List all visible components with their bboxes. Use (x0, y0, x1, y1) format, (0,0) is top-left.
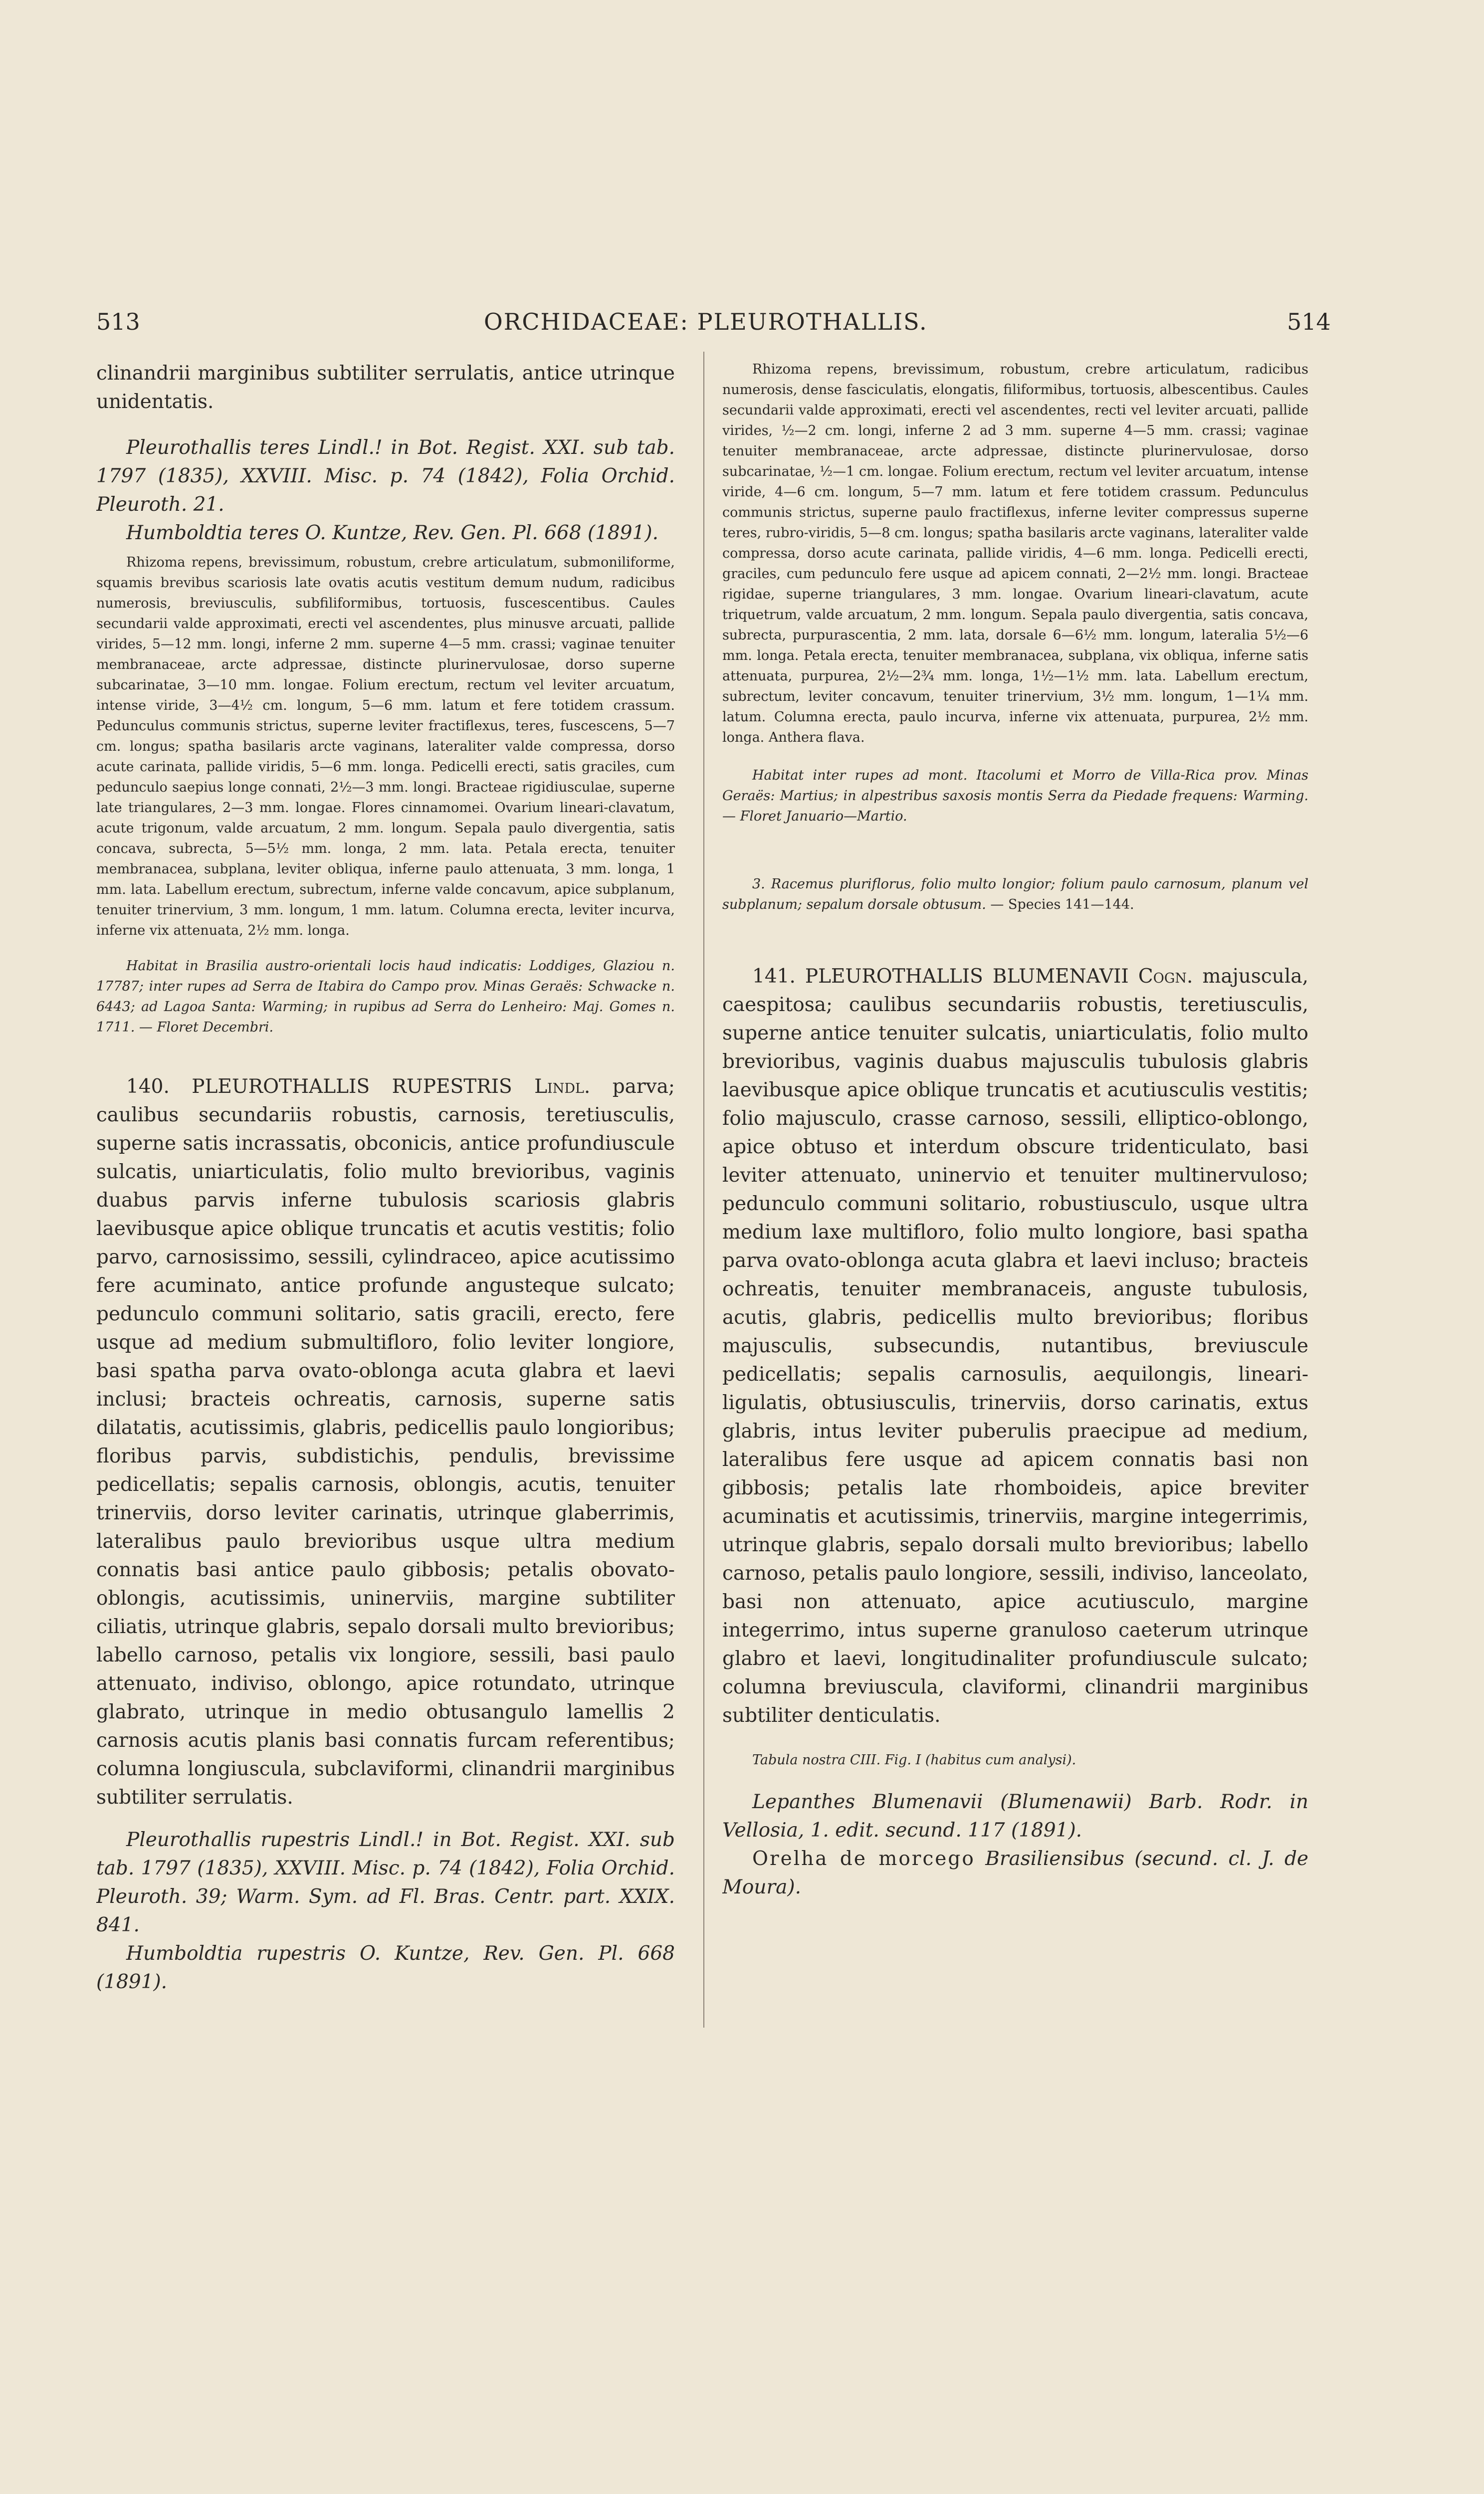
vernacular-name: Orelha de morcego Brasiliensibus (secund. cl. J. de Moura). (722, 1848, 1308, 1898)
species-140-heading: 140. PLEUROTHALLIS RUPESTRIS (126, 1075, 535, 1098)
right-column (722, 359, 1308, 2015)
species-141-author: Cogn. (1138, 965, 1193, 988)
key-section-3: 3. Racemus pluriflorus, folio multo longior; folium paulo carnosum, planum vel subplanum; sepalum dorsale obtusum. — Species 141—144. (722, 876, 1308, 912)
description-teres: Rhizoma repens, brevissimum, robustum, crebre articulatum, submoniliforme, squamis brevibus scariosis late ovatis acutis vestitum demum nudum, radicibus numerosis, breviusculis, subfiliformibus, tortuosis, fuscescentibus. Caules secundarii valde approximati, erecti vel ascendentes, plus minusve arcuati, pallide virides, 5—12 mm. longi, inferne 2 mm. superne 4—5 mm. crassi; vaginae tenuiter membranaceae, arcte adpressae, distincte plurinervulosae, dorso superne subcarinatae, 3—10 mm. longae. Folium erectum, rectum vel leviter arcuatum, intense viride, 3—4½ cm. longum, 5—6 mm. latum et fere totidem crassum. Pedunculus communis strictus, superne leviter fractiflexus, teres, fuscescens, 5—7 cm. longus; spatha basilaris arcte vaginans, lateraliter valde compressa, dorso acute carinata, pallide viridis, 5—6 mm. longa. Pedicelli erecti, satis graciles, cum pedunculo saepius longe connati, 2½—3 mm. longi. Bracteae rigidiusculae, superne late triangulares, 2—3 mm. longae. Flores cinnamomei. Ovarium lineari-clavatum, acute trigonum, valde arcuatum, 2 mm. longum. Sepala paulo divergentia, satis concava, subrecta, 5—5½ mm. longa, 2 mm. lata. Petala erecta, tenuiter membranacea, subplana, leviter obliqua, inferne paulo attenuata, 3 mm. longa, 1 mm. lata. Labellum erectum, subrectum, inferne valde concavum, apice subplanum, tenuiter trinervium, 3 mm. longum, 1 mm. latum. Columna erecta, leviter incurva, inferne vix attenuata, 2½ mm. longa. (96, 555, 675, 938)
species-140-author: Lindl. (534, 1075, 591, 1098)
synonym-humboldtia-rupestris: Humboldtia rupestris O. Kuntze, Rev. Gen. Pl. 668 (1891). (96, 1942, 675, 1993)
species-140-description: 140. PLEUROTHALLIS RUPESTRIS Lindl. parva; caulibus secundariis robustis, carnosis, teretiusculis, superne satis incrassatis, obconicis, antice profundiuscule sulcatis, uniarticulatis, folio multo brevioribus, vaginis duabus parvis inferne tubulosis scariosis glabris laevibusque apice oblique truncatis et acutis vestitis; folio parvo, carnosissimo, sessili, cylindraceo, apice acutissimo fere acuminato, antice profunde angusteque sulcato; pedunculo communi solitario, satis gracili, erecto, fere usque ad medium submultifloro, folio leviter longiore, basi spatha parva ovato-oblonga acuta glabra et laevi inclusi; bracteis ochreatis, carnosis, superne satis dilatatis, acutissimis, glabris, pedicellis paulo longioribus; floribus parvis, subdistichis, pendulis, brevissime pedicellatis; sepalis carnosis, oblongis, acutis, tenuiter trinerviis, dorso leviter carinatis, utrinque glaberrimis, lateralibus paulo brevioribus usque ultra medium connatis basi antice paulo gibbosis; petalis obovato-oblongis, acutissimis, uninerviis, margine subtiliter ciliatis, utrinque glabris, sepalo dorsali multo brevioribus; labello carnoso, petalis vix longiore, sessili, basi paulo attenuato, indiviso, oblongo, apice rotundato, utrinque glabrato, utrinque in medio obtusangulo lamellis 2 carnosis acutis planis basi connatis furcam referentibus; columna longiuscula, subclaviformi, clinandrii marginibus subtiliter serrulatis. (96, 1075, 675, 1809)
left-column (96, 359, 675, 2045)
habitat-rupestris: Habitat inter rupes ad mont. Itacolumi et Morro de Villa-Rica prov. Minas Geraës: Martius; in alpestribus saxosis montis Serra da Piedade frequens: Warming. — Floret Januario—Martio. (722, 768, 1308, 824)
synonym-lepanthes: Lepanthes Blumenavii (Blumenawii) Barb. Rodr. in Vellosia, 1. edit. secund. 117 (1891). (722, 1791, 1308, 1842)
habitat-teres: Habitat in Brasilia austro-orientali locis haud indicatis: Loddiges, Glaziou n. 17787; inter rupes ad Serra de Itabira do Campo prov. Minas Geraës: Schwacke n. 6443; ad Lagoa Santa: Warming; in rupibus ad Serra do Lenheiro: Maj. Gomes n. 1711. — Floret Decembri. (96, 958, 675, 1035)
species-141-description: 141. PLEUROTHALLIS BLUMENAVII Cogn. majuscula, caespitosa; caulibus secundariis robustis, teretiusculis, superne antice tenuiter sulcatis, uniarticulatis, folio multo brevioribus, vaginis duabus majusculis tubulosis glabris laevibusque apice oblique truncatis et acutiusculis vestitis; folio majusculo, crasse carnoso, sessili, elliptico-oblongo, apice obtuso et interdum obscure tridenticulato, basi leviter attenuato, uninervio et tenuiter multinervuloso; pedunculo communi solitario, robustiusculo, usque ultra medium laxe multifloro, folio multo longiore, basi spatha parva ovato-oblonga acuta glabra et laevi incluso; bracteis ochreatis, tenuiter membranaceis, anguste tubulosis, acutis, glabris, pedicellis multo brevioribus; floribus majusculis, subsecundis, nutantibus, breviuscule pedicellatis; sepalis carnosulis, aequilongis, lineari-ligulatis, obtusiusculis, trinerviis, dorso carinatis, extus glabris, intus leviter puberulis praecipue ad medium, lateralibus fere usque ad apicem connatis basi non gibbosis; petalis late rhomboideis, apice breviter acuminatis et acutissimis, trinerviis, margine integerrimis, utrinque glabris, sepalo dorsali multo brevioribus; labello carnoso, petalis paulo longiore, sessili, indiviso, lanceolato, basi non attenuato, apice acutiusculo, margine integerrimo, intus superne granuloso caeterum utrinque glabro et laevi, longitudinaliter profundiuscule sulcato; columna breviuscula, claviformi, clinandrii marginibus subtiliter denticulatis. (722, 965, 1308, 1727)
description-rupestris: Rhizoma repens, brevissimum, robustum, crebre articulatum, radicibus numerosis, dense fasciculatis, elongatis, filiformibus, tortuosis, albescentibus. Caules secundarii valde approximati, erecti vel ascendentes, recti vel leviter arcuati, pallide virides, ½—2 cm. longi, inferne 2 ad 3 mm. superne 4—5 mm. crassi; vaginae tenuiter membranaceae, arcte adpressae, distincte plurinervulosae, dorso subcarinatae, ½—1 cm. longae. Folium erectum, rectum vel leviter arcuatum, intense viride, 4—6 cm. longum, 5—7 mm. latum et fere totidem crassum. Pedunculus communis strictus, superne paulo fractiflexus, inferne leviter compressus superne teres, rubro-viridis, 5—8 cm. longus; spatha basilaris arcte vaginans, lateraliter valde compressa, dorso acute carinata, pallide viridis, 4—6 mm. longa. Pedicelli erecti, graciles, cum pedunculo fere usque ad apicem connati, 2—2½ mm. longi. Bracteae rigidae, superne triangulares, 3 mm. longae. Ovarium lineari-clavatum, acute triquetrum, valde arcuatum, 2 mm. longum. Sepala paulo divergentia, satis concava, subrecta, purpurascentia, 2 mm. lata, dorsale 6—6½ mm. longum, lateralia 5½—6 mm. longa. Petala erecta, tenuiter membranacea, subplana, vix obliqua, inferne satis attenuata, purpurea, 2½—2¾ mm. longa, 1½—1½ mm. lata. Labellum erectum, subrectum, leviter concavum, tenuiter trinervium, 3½ mm. longum, 1—1¼ mm. latum. Columna erecta, paulo incurva, inferne vix attenuata, purpurea, 2½ mm. longa. Anthera flava. (722, 362, 1308, 745)
page-number-right: 514 (1287, 308, 1331, 335)
synonym-teres: Pleurothallis teres Lindl.! in Bot. Regist. XXI. sub tab. 1797 (1835), XXVIII. Misc. p. 74 (1842), Folia Orchid. Pleuroth. 21. (96, 436, 675, 516)
species-141-heading: 141. PLEUROTHALLIS BLUMENAVII (752, 965, 1138, 988)
synonym-humboldtia-teres: Humboldtia teres O. Kuntze, Rev. Gen. Pl. 668 (1891). (126, 522, 658, 544)
intro-paragraph: clinandrii marginibus subtiliter serrulatis, antice utrinque unidentatis. (96, 362, 675, 413)
plate-reference: Tabula nostra CIII. Fig. I (habitus cum analysi). (752, 1752, 1076, 1768)
synonym-rupestris: Pleurothallis rupestris Lindl.! in Bot. Regist. XXI. sub tab. 1797 (1835), XXVIII. Misc. p. 74 (1842), Folia Orchid. Pleuroth. 39; Warm. Sym. ad Fl. Bras. Centr. part. XXIX. 841. (96, 1829, 675, 1936)
page-number-left: 513 (96, 308, 140, 335)
column-divider (703, 352, 704, 2028)
running-title: ORCHIDACEAE: PLEUROTHALLIS. (484, 308, 928, 335)
